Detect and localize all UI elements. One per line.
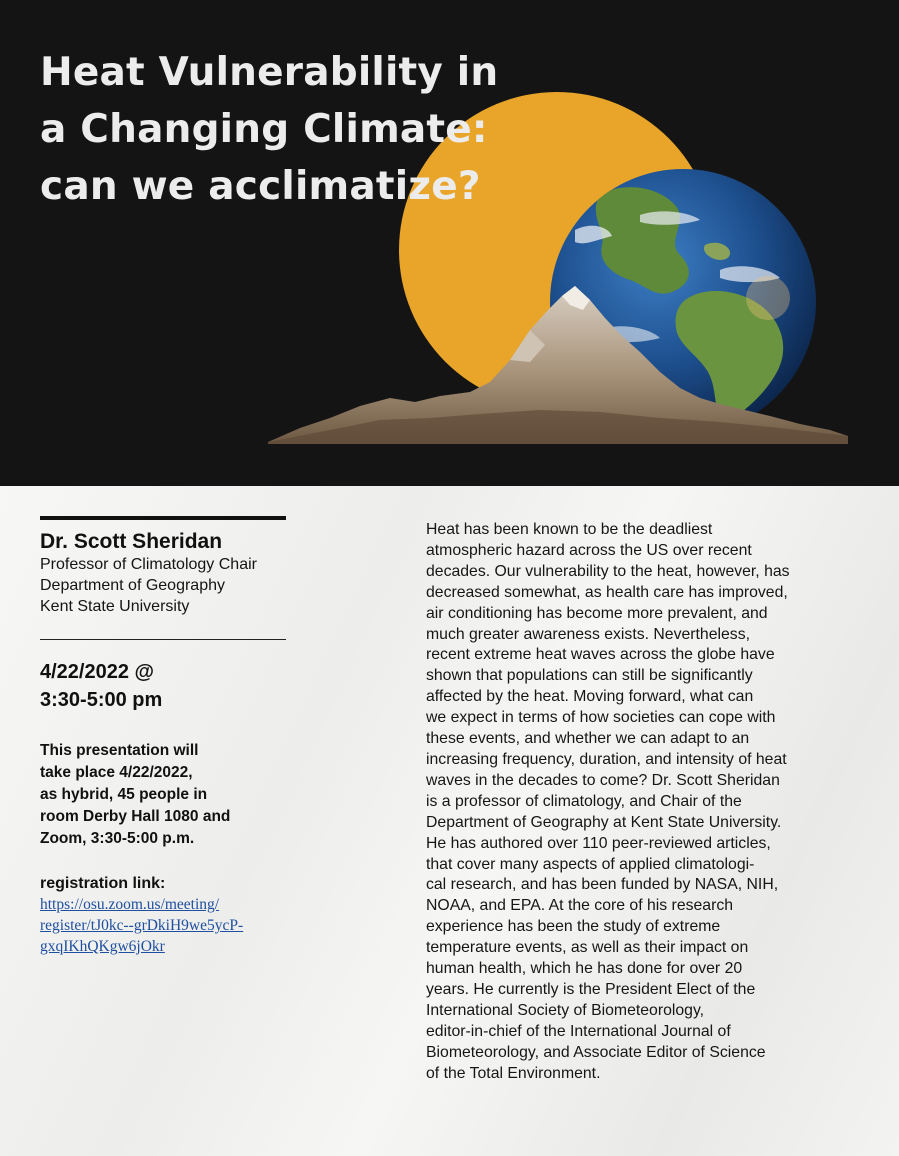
- bio-line: we expect in terms of how societies can cope with: [426, 709, 776, 727]
- bio-line: Department of Geography at Kent State University.: [426, 813, 782, 831]
- bio-line: human health, which he has done for over 20: [426, 960, 743, 978]
- speaker-title: Professor of Climatology Chair: [40, 556, 257, 573]
- registration-label: registration link:: [40, 875, 166, 892]
- registration-link[interactable]: https://osu.zoom.us/meeting/ register/tJ0kc--grDkiH9we5ycP- gxqIKhQKgw6jOkr: [40, 896, 244, 955]
- bio-line: cal research, and has been funded by NASA, NIH,: [426, 876, 779, 894]
- bio-line: Biometeorology, and Associate Editor of Science: [426, 1043, 766, 1061]
- bio-line: He has authored over 110 peer-reviewed articles,: [426, 834, 771, 852]
- bio-paragraph: [426, 520, 831, 1084]
- bio-line: these events, and whether we can adapt to an: [426, 730, 750, 748]
- bio-line: recent extreme heat waves across the globe have: [426, 646, 775, 664]
- content-area: [0, 486, 899, 1156]
- divider-thick: [40, 516, 286, 520]
- event-datetime: [40, 658, 286, 714]
- bio-line: editor-in-chief of the International Journal of: [426, 1022, 731, 1040]
- info-column: [40, 516, 286, 957]
- bio-line: NOAA, and EPA. At the core of his research: [426, 897, 734, 915]
- bio-line: decades. Our vulnerability to the heat, however, has: [426, 562, 790, 580]
- bio-line: Heat has been known to be the deadliest: [426, 521, 713, 538]
- bio-line: increasing frequency, duration, and intensity of heat: [426, 750, 787, 768]
- event-time: 3:30-5:00 pm: [40, 689, 163, 711]
- bio-line: experience has been the study of extreme: [426, 918, 721, 936]
- presentation-info: This presentation will take place 4/22/2022, as hybrid, 45 people in room Derby Hall 1080 and Zoom, 3:30-5:00 p.m.: [40, 742, 231, 847]
- bio-line: that cover many aspects of applied climatologi-: [426, 855, 755, 873]
- speaker-name: Dr. Scott Sheridan: [40, 530, 223, 553]
- bio-line: of the Total Environment.: [426, 1064, 601, 1082]
- header-banner: [0, 0, 899, 486]
- bio-line: International Society of Biometeorology,: [426, 1001, 705, 1019]
- bio-line: air conditioning has become more prevalent, and: [426, 604, 768, 622]
- bio-line: temperature events, as well as their impact on: [426, 939, 749, 957]
- bio-line: much greater awareness exists. Nevertheless,: [426, 625, 750, 643]
- bio-line: years. He currently is the President Elect of the: [426, 980, 756, 998]
- bio-line: affected by the heat. Moving forward, what can: [426, 688, 754, 706]
- bio-line: atmospheric hazard across the US over recent: [426, 541, 752, 559]
- divider-thin: [40, 639, 286, 640]
- event-date: 4/22/2022 @: [40, 661, 155, 683]
- page-title: Heat Vulnerability in a Changing Climate: can we acclimatize?: [40, 50, 499, 209]
- bio-line: decreased somewhat, as health care has improved,: [426, 583, 788, 601]
- bio-line: shown that populations can still be significantly: [426, 667, 753, 685]
- speaker-university: Kent State University: [40, 598, 190, 615]
- bio-line: waves in the decades to come? Dr. Scott Sheridan: [426, 771, 780, 789]
- bio-line: is a professor of climatology, and Chair of the: [426, 792, 742, 810]
- speaker-department: Department of Geography: [40, 577, 225, 594]
